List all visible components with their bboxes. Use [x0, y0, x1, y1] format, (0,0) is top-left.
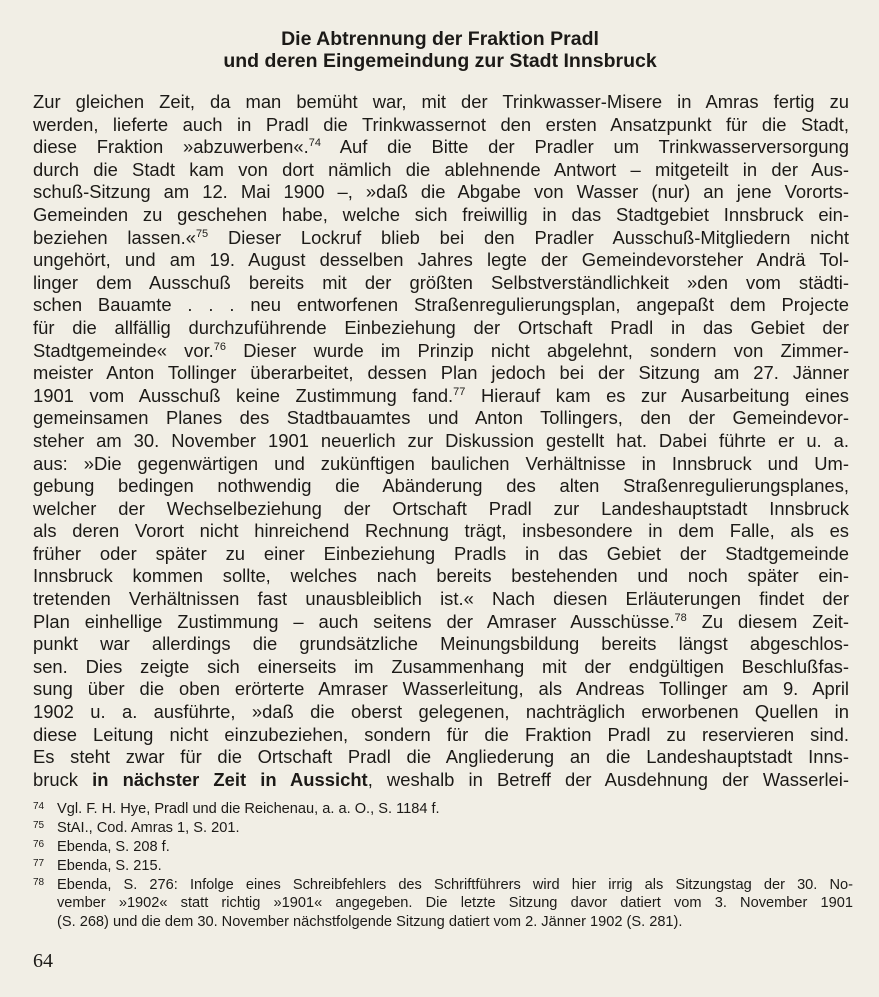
text-line: schen Bauamte . . . neu entworfenen Straßenregulierungsplan, angepaßt dem Projecte: [33, 294, 849, 316]
text-line: als deren Vorort nicht hinreichend Rechnung trägt, insbesondere in dem Falle, als es: [33, 520, 849, 542]
text-line: [33, 227, 849, 250]
footnote-ref: 74: [308, 137, 321, 150]
text-segment: Plan einhellige Zustimmung – auch seitens der Amraser Ausschüsse.: [33, 610, 675, 632]
text-segment: Stadtgemeinde« vor.: [33, 339, 214, 361]
text-line: aus: »Die gegenwärtigen und zukünftigen baulichen Verhältnisse in Innsbruck und Um-: [33, 452, 849, 474]
footnote-77: [33, 857, 849, 876]
footnote-text: vember »1902« statt richtig »1901« angegeben. Die letzte Sitzung davor datiert vom 3. November 1901: [57, 895, 853, 912]
footnote-75: [33, 819, 849, 838]
text-line: ungehört, und am 19. August desselben Jahres legte der Gemeindevorsteher Andrä Tol-: [33, 249, 849, 271]
text-segment: , weshalb in Betreff der Ausdehnung der Wasserlei-: [367, 768, 849, 790]
footnote-ref: 75: [195, 227, 209, 240]
footnote-number: 78: [33, 876, 45, 888]
section-heading: [40, 28, 840, 72]
text-line: durch die Stadt kam von dort nämlich die ablehnende Antwort – mitgeteilt in der Aus-: [33, 158, 849, 180]
heading-line-2: und deren Eingemeindung zur Stadt Innsbruck: [223, 50, 657, 72]
text-line: Zur gleichen Zeit, da man bemüht war, mit der Trinkwasser-Misere in Amras fertig zu: [33, 91, 849, 112]
text-line: diese Leitung nicht einzubeziehen, sondern für die Fraktion Pradl zu reservieren sind.: [33, 723, 849, 745]
text-line: 1902 u. a. ausführte, »daß die oberst gelegenen, nachträglich erworbenen Quellen in: [33, 701, 849, 723]
footnote-number: 75: [33, 819, 45, 831]
footnote-74: [33, 800, 849, 819]
body-paragraph: [33, 91, 849, 791]
text-segment: Zu diesem Zeit-: [686, 610, 850, 632]
footnote-number: 76: [33, 838, 45, 850]
text-segment: Auf die Bitte der Pradler um Trinkwasserversorgung: [321, 136, 849, 158]
text-line: tretenden Verhältnissen fast unausbleiblich ist.« Nach diesen Erläuterungen findet der: [33, 588, 849, 610]
text-line: früher oder später zu einer Einbeziehung Pradls in das Gebiet der Stadtgemeinde: [33, 542, 849, 564]
footnote-78-continued: [33, 913, 849, 932]
text-line: sen. Dies zeigte sich einerseits im Zusammenhang mit der endgültigen Beschlußfas-: [33, 655, 849, 677]
footnote-text: Ebenda, S. 208 f.: [57, 838, 170, 855]
footnote-text: StAI., Cod. Amras 1, S. 201.: [57, 819, 240, 836]
text-segment: Dieser wurde im Prinzip nicht abgelehnt, sondern von Zimmer-: [226, 339, 849, 361]
text-line: [33, 340, 849, 363]
footnote-ref: 78: [674, 611, 687, 624]
text-line: [33, 385, 849, 408]
text-line: gebung bedingen nothwendig die Abänderung des alten Straßenregulierungsplanes,: [33, 475, 849, 497]
footnote-text: (S. 268) und die dem 30. November nächstfolgende Sitzung datiert vom 2. Jänner 1902 (S. 281).: [57, 914, 683, 931]
footnote-78: [33, 876, 853, 895]
text-line: steher am 30. November 1901 neuerlich zur Diskussion gestellt hat. Dabei führte er u. a.: [33, 429, 849, 451]
page-number: 64: [33, 950, 53, 972]
footnote-76: [33, 838, 849, 857]
text-line: Gemeinden zu geschehen habe, welche sich freiwillig in das Stadtgebiet Innsbruck ein-: [33, 203, 849, 225]
footnote-text: Ebenda, S. 215.: [57, 857, 162, 874]
footnote-ref: 76: [213, 340, 227, 353]
footnote-ref: 77: [453, 385, 466, 398]
text-line: Innsbruck kommen sollte, welches nach bereits bestehenden und noch später ein-: [33, 565, 849, 587]
text-line: schuß-Sitzung am 12. Mai 1900 –, »daß die Abgabe von Wasser (nur) an jene Vororts-: [33, 181, 849, 203]
text-line: punkt war allerdings die grundsätzliche Meinungsbildung bereits längst abgeschlos-: [33, 633, 849, 655]
text-line: Es steht zwar für die Ortschaft Pradl die Angliederung an die Landeshauptstadt Inns-: [33, 746, 849, 768]
text-segment: beziehen lassen.«: [33, 226, 196, 248]
text-segment: bruck: [33, 768, 93, 790]
text-line: welcher der Wechselbeziehung der Ortschaft Pradl zur Landeshauptstadt Innsbruck: [33, 497, 849, 519]
emphasized-text: in nächster Zeit in Aussicht: [92, 768, 368, 790]
text-line: sung über die oben erörterte Amraser Wasserleitung, als Andreas Tollinger am 9. April: [33, 678, 849, 700]
text-line: gemeinsamen Planes des Stadtbauamtes und Anton Tollingers, den der Gemeindevor-: [33, 407, 849, 429]
text-line: [33, 611, 849, 634]
text-segment: Dieser Lockruf blieb bei den Pradler Ausschuß-Mitgliedern nicht: [208, 226, 849, 248]
footnote-number: 77: [33, 857, 45, 869]
heading-line-1: Die Abtrennung der Fraktion Pradl: [281, 28, 599, 50]
footnote-text: Vgl. F. H. Hye, Pradl und die Reichenau, a. a. O., S. 1184 f.: [57, 801, 440, 817]
text-line: linger dem Ausschuß bereits mit der größten Selbstverständlichkeit »den vom städti-: [33, 271, 849, 293]
footnote-78-continued: [33, 894, 853, 913]
text-line: meister Anton Tollinger überarbeitet, dessen Plan jedoch bei der Sitzung am 27. Jänner: [33, 362, 849, 384]
text-line: werden, lieferte auch in Pradl die Trinkwassernot den ersten Ansatzpunkt für die Stadt,: [33, 113, 849, 135]
text-line: [33, 136, 849, 159]
text-segment: 1901 vom Ausschuß keine Zustimmung fand.: [33, 384, 454, 406]
text-segment: diese Fraktion »abzuwerben«.: [33, 136, 309, 158]
footnotes: [33, 800, 853, 932]
footnote-text: Ebenda, S. 276: Infolge eines Schreibfehlers des Schriftführers wird hier irrig als Sitzungstag der 30. No-: [57, 876, 853, 893]
text-line: für die allfällig durchzuführende Einbeziehung der Ortschaft Pradl in das Gebiet der: [33, 316, 849, 338]
text-line: [33, 769, 849, 792]
text-segment: Hierauf kam es zur Ausarbeitung eines: [465, 384, 849, 406]
footnote-number: 74: [33, 801, 45, 812]
